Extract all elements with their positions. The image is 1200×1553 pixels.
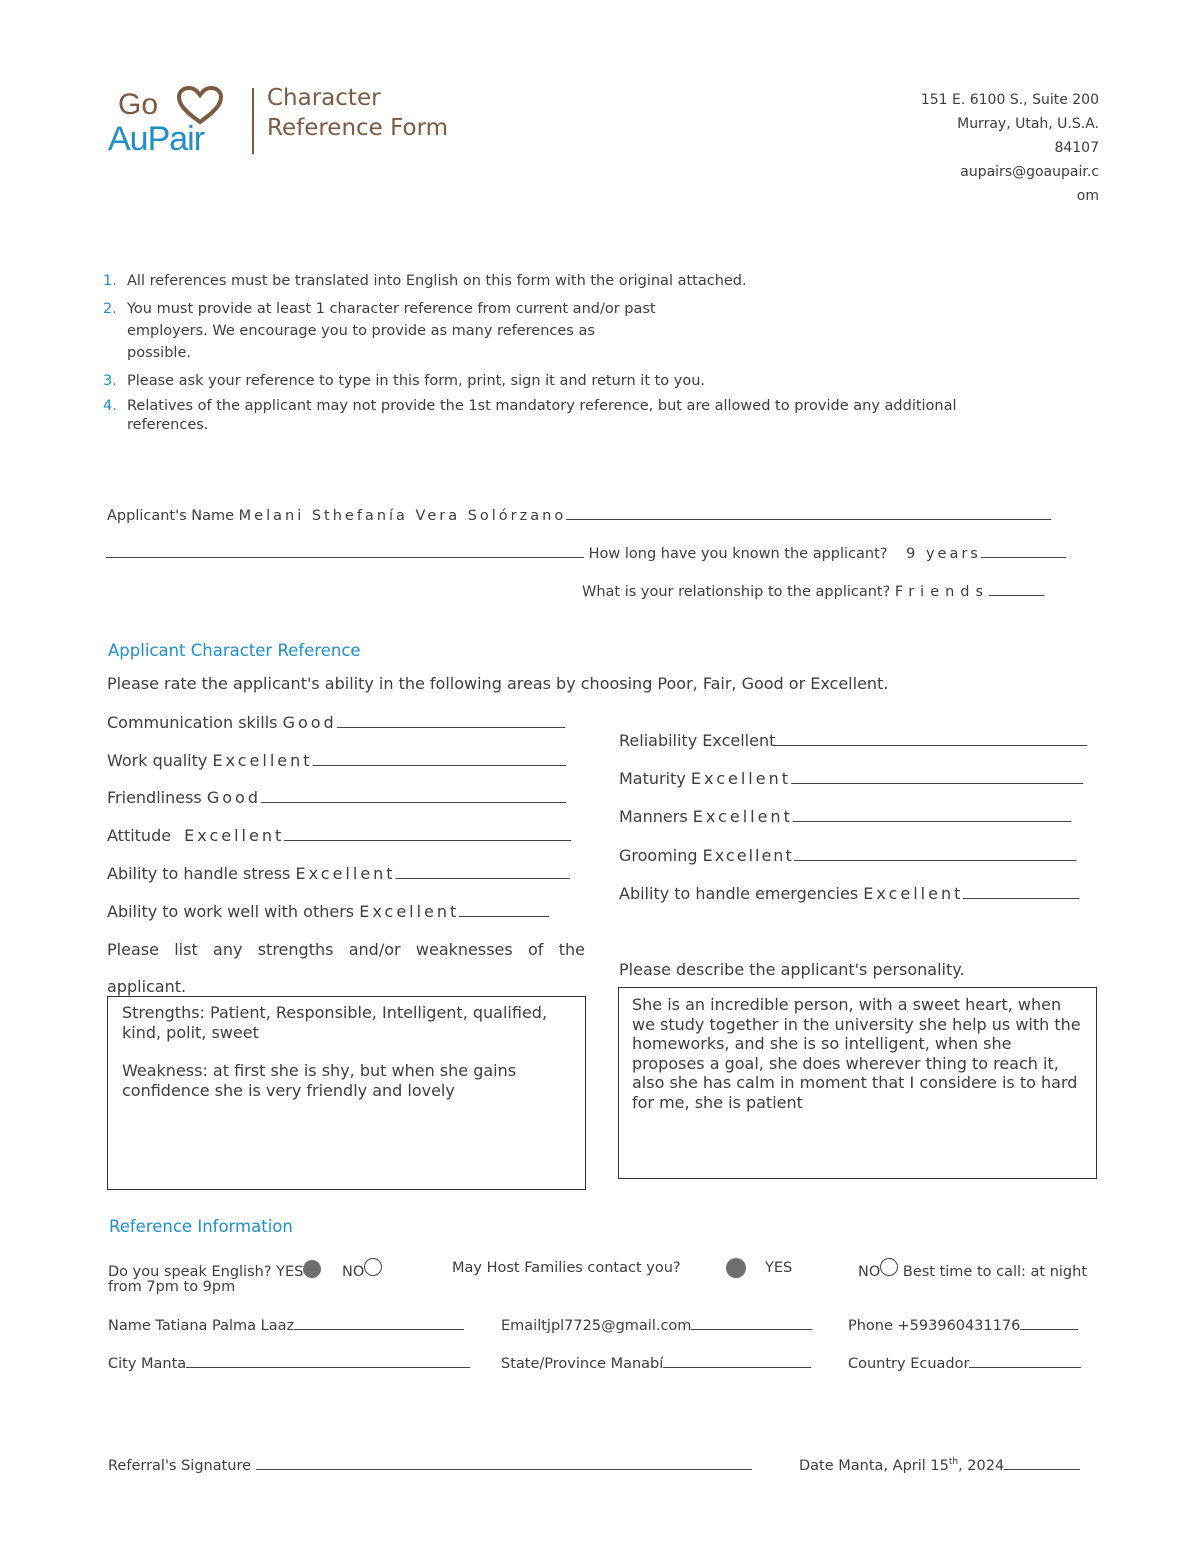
address-line: 84107 [1054, 140, 1099, 156]
relationship-row [582, 581, 1044, 600]
applicant-name-label: Applicant's Name [107, 508, 235, 524]
speak-english-no-radio[interactable] [364, 1258, 382, 1276]
ref-name-row [108, 1315, 464, 1334]
personality-box[interactable] [618, 987, 1097, 1179]
signature-label: Referral's Signature [108, 1458, 252, 1474]
rating-value[interactable]: Good [206, 788, 261, 807]
instruction-text: Relatives of the applicant may not provide the 1st mandatory reference, but are allowed to provide any additional [127, 398, 957, 414]
applicant-name-field[interactable]: Melani Sthefanía Vera Solórzano [238, 508, 567, 524]
rating-manners [619, 807, 1071, 826]
rating-label: Manners [619, 807, 688, 826]
underline [793, 807, 1071, 822]
contact-yes-radio[interactable] [726, 1258, 746, 1278]
underline [691, 1315, 812, 1330]
contact-no-label: NO [858, 1264, 881, 1280]
ref-phone-label: Phone [848, 1318, 893, 1334]
relationship-label: What is your relationship to the applicant? [582, 584, 891, 600]
ref-email-field[interactable]: tjpl7725@gmail.com [541, 1318, 692, 1334]
underline [337, 713, 565, 728]
known-label: How long have you known the applicant? [588, 546, 888, 562]
rating-value[interactable]: Excellent [212, 751, 313, 770]
relationship-field[interactable]: Friends [894, 584, 990, 600]
underline [106, 543, 584, 558]
rating-reliability [619, 731, 1087, 750]
rating-value[interactable]: Excellent [692, 807, 793, 826]
logo-go: Go [118, 88, 159, 121]
known-duration-field[interactable]: 9 years [906, 546, 981, 562]
underline [1004, 1455, 1080, 1470]
rating-instruction: Please rate the applicant's ability in the following areas by choosing Poor, Fair, Good or Excellent. [107, 674, 889, 693]
address-block [899, 88, 1099, 208]
date-field[interactable]: Manta, April 15 [838, 1458, 949, 1474]
rating-grooming [619, 846, 1076, 865]
date-year: , 2024 [958, 1458, 1005, 1474]
rating-label: Reliability [619, 731, 698, 750]
rating-label: Ability to handle emergencies [619, 884, 859, 903]
logo-divider [252, 88, 254, 154]
instruction-number: 3. [103, 373, 117, 389]
best-time-cont: from 7pm to 9pm [108, 1279, 236, 1295]
underline [1020, 1315, 1078, 1330]
rating-label: Friendliness [107, 788, 202, 807]
form-title-line2: Reference Form [267, 115, 449, 141]
instruction-number: 1. [103, 273, 117, 289]
rating-work-quality [107, 751, 566, 770]
underline [663, 1353, 811, 1368]
ref-state-label: State/Province [501, 1356, 606, 1372]
rating-value[interactable]: Excellent [184, 826, 285, 845]
address-line: Murray, Utah, U.S.A. [957, 116, 1099, 132]
rating-value[interactable]: Excellent [863, 884, 964, 903]
underline [284, 826, 571, 841]
ref-city-row [108, 1353, 470, 1372]
rating-value[interactable]: Excellent [702, 846, 794, 865]
rating-label: Grooming [619, 846, 698, 865]
underline [261, 788, 566, 803]
underline [791, 769, 1083, 784]
rating-stress [107, 864, 570, 883]
ref-state-row [501, 1353, 811, 1372]
underline [969, 1353, 1081, 1368]
applicant-name-row [107, 505, 1051, 524]
rating-value[interactable]: Excellent [690, 769, 791, 788]
underline [989, 581, 1044, 596]
underline [963, 884, 1079, 899]
rating-value[interactable]: Excellent [359, 902, 460, 921]
underline [294, 1315, 464, 1330]
form-title [267, 83, 448, 143]
date-row [799, 1455, 1080, 1474]
rating-teamwork [107, 902, 549, 921]
reference-section-title: Reference Information [109, 1217, 293, 1236]
speak-english-label: Do you speak English? YES [108, 1264, 304, 1280]
form-title-line1: Character [267, 85, 381, 111]
ref-name-field[interactable]: Tatiana Palma Laaz [155, 1318, 295, 1334]
underline [186, 1353, 470, 1368]
instruction-number: 4. [103, 398, 117, 414]
rating-label: Work quality [107, 751, 208, 770]
ref-city-field[interactable]: Manta [141, 1356, 187, 1372]
speak-english-row [108, 1258, 382, 1280]
instruction-text: You must provide at least 1 character reference from current and/or past [127, 301, 656, 317]
contact-no-radio[interactable] [880, 1258, 898, 1276]
instruction-text: employers. We encourage you to provide as many references as [127, 323, 595, 339]
ref-country-field[interactable]: Ecuador [910, 1356, 970, 1372]
rating-label: Communication skills [107, 713, 278, 732]
instruction-text: Please ask your reference to type in this form, print, sign it and return it to you. [127, 373, 706, 389]
strengths-text: Strengths: Patient, Responsible, Intelligent, qualified, kind, polit, sweet [122, 1003, 548, 1042]
speak-english-yes-radio[interactable] [303, 1260, 321, 1278]
personality-text: She is an incredible person, with a sweet heart, when we study together in the university she help us with the homeworks, and she is so intelligent, when she proposes a goal, she does wherever thing to reach it, also she has calm in moment that I considere is to hard for me, she is patient [632, 995, 1081, 1112]
address-line: om [1076, 188, 1099, 204]
contact-label: May Host Families contact you? [452, 1260, 681, 1276]
weakness-text: Weakness: at first she is shy, but when she gains confidence she is very friendly and lovely [122, 1061, 517, 1100]
logo-aupair: AuPair [108, 120, 205, 158]
rating-label: Ability to work well with others [107, 902, 355, 921]
rating-label: Ability to handle stress [107, 864, 291, 883]
rating-value[interactable]: Excellent [702, 731, 776, 750]
underline [981, 543, 1066, 558]
contact-no-row [858, 1258, 1087, 1280]
underline [775, 731, 1087, 746]
ref-phone-field[interactable]: +593960431176 [897, 1318, 1021, 1334]
instruction-1 [103, 270, 747, 292]
rating-attitude [107, 826, 571, 845]
underline [794, 846, 1076, 861]
known-row [106, 543, 1066, 562]
strengths-weaknesses-box[interactable] [107, 996, 586, 1190]
rating-maturity [619, 769, 1083, 788]
instruction-3 [103, 370, 706, 392]
ref-city-label: City [108, 1356, 137, 1372]
contact-yes-label: YES [765, 1260, 793, 1276]
rating-emergencies [619, 884, 1079, 903]
instruction-text: possible. [127, 345, 191, 361]
character-section-title: Applicant Character Reference [108, 641, 361, 660]
rating-value[interactable]: Excellent [295, 864, 396, 883]
ref-email-label: Email [501, 1318, 542, 1334]
ref-phone-row [848, 1315, 1078, 1334]
date-suffix: th [948, 1457, 959, 1468]
signature-line[interactable] [256, 1455, 752, 1470]
underline [566, 505, 1051, 520]
instruction-text: references. [127, 417, 209, 433]
underline [459, 902, 549, 917]
ref-state-field[interactable]: Manabí [610, 1356, 664, 1372]
ref-email-row [501, 1315, 812, 1334]
instruction-2 [103, 298, 656, 364]
ref-country-row [848, 1353, 1081, 1372]
address-line: 151 E. 6100 S., Suite 200 [920, 92, 1099, 108]
rating-label: Maturity [619, 769, 686, 788]
rating-value[interactable]: Good [282, 713, 337, 732]
rating-friendliness [107, 788, 566, 807]
rating-label: Attitude [107, 826, 172, 845]
strengths-prompt: Please list any strengths and/or weaknesses of the [107, 940, 585, 959]
signature-row [108, 1455, 752, 1474]
address-line: aupairs@goaupair.c [960, 164, 1099, 180]
instruction-number: 2. [103, 301, 117, 317]
rating-communication [107, 713, 565, 732]
underline [396, 864, 570, 879]
strengths-prompt-cont: applicant. [107, 977, 187, 996]
underline [313, 751, 566, 766]
speak-english-no-label: NO [341, 1264, 365, 1280]
instruction-text: All references must be translated into English on this form with the original attached. [127, 273, 747, 289]
instruction-4 [103, 397, 957, 435]
ref-name-label: Name [108, 1318, 151, 1334]
best-time-label: Best time to call: at night [902, 1264, 1088, 1280]
date-label: Date [799, 1458, 834, 1474]
personality-prompt: Please describe the applicant's personality. [619, 960, 965, 979]
ref-country-label: Country [848, 1356, 906, 1372]
